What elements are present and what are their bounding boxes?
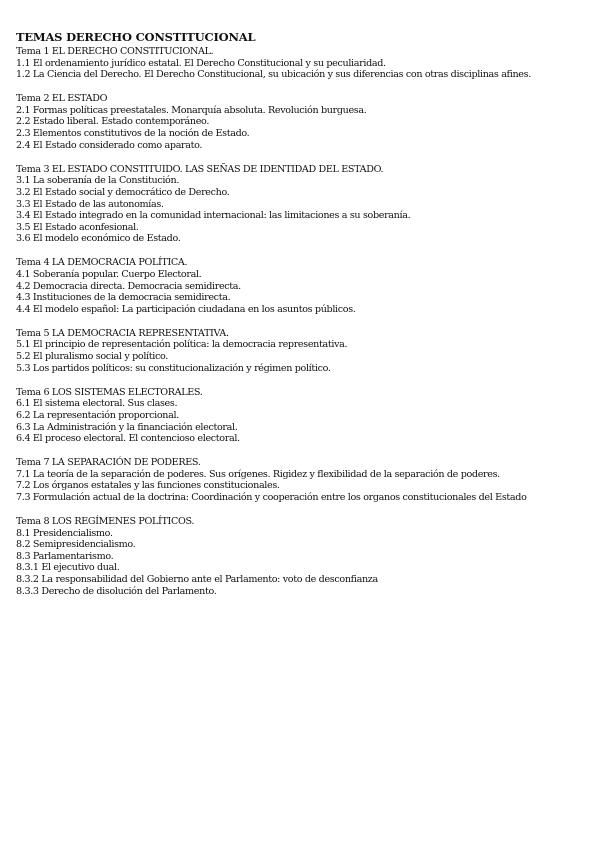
tema-item: 3.1 La soberanía de la Constitución. bbox=[16, 175, 180, 187]
tema-item: 4.3 Instituciones de la democracia semidirecta. bbox=[16, 292, 231, 304]
tema-item: 4.1 Soberanía popular. Cuerpo Electoral. bbox=[16, 269, 202, 280]
tema-4 bbox=[16, 257, 586, 315]
tema-6 bbox=[16, 387, 586, 445]
tema-8 bbox=[16, 516, 586, 597]
tema-item: 5.1 El principio de representación política: la democracia representativa. bbox=[16, 339, 348, 351]
tema-item: 6.3 La Administración y la financiación electoral. bbox=[16, 421, 238, 433]
tema-heading: Tema 7 LA SEPARACIÓN DE PODERES. bbox=[16, 457, 201, 469]
tema-heading: Tema 3 EL ESTADO CONSTITUIDO. LAS SEÑAS DE IDENTIDAD DEL ESTADO. bbox=[16, 163, 384, 175]
tema-7 bbox=[16, 457, 586, 503]
tema-item: 5.2 El pluralismo social y político. bbox=[16, 351, 168, 363]
tema-item: 2.4 El Estado considerado como aparato. bbox=[16, 139, 203, 151]
tema-item: 8.3 Parlamentarismo. bbox=[16, 550, 114, 562]
tema-heading: Tema 6 LOS SISTEMAS ELECTORALES. bbox=[16, 386, 203, 398]
tema-item: 4.2 Democracia directa. Democracia semidirecta. bbox=[16, 280, 241, 292]
tema-heading: Tema 5 LA DEMOCRACIA REPRESENTATIVA. bbox=[16, 327, 229, 339]
tema-item: 8.2 Semipresidencialismo. bbox=[16, 539, 136, 551]
tema-item: 5.3 Los partidos políticos: su constitucionalización y régimen político. bbox=[16, 362, 331, 374]
tema-item: 7.1 La teoría de la separación de poderes. Sus orígenes. Rigidez y flexibilidad de la separación de poderes. bbox=[16, 468, 500, 480]
tema-item: 1.2 La Ciencia del Derecho. El Derecho Constitucional, su ubicación y sus diferencias con otras disciplinas afines. bbox=[16, 69, 531, 81]
document-title: TEMAS DERECHO CONSTITUCIONAL bbox=[16, 30, 256, 44]
tema-heading: Tema 8 LOS REGÍMENES POLÍTICOS. bbox=[16, 516, 195, 528]
tema-item: 6.1 El sistema electoral. Sus clases. bbox=[16, 398, 178, 410]
tema-heading: Tema 1 EL DERECHO CONSTITUCIONAL. bbox=[16, 46, 214, 57]
tema-2 bbox=[16, 93, 586, 151]
tema-item: 7.2 Los órganos estatales y las funciones constitucionales. bbox=[16, 480, 280, 492]
tema-item: 2.3 Elementos constitutivos de la noción de Estado. bbox=[16, 128, 250, 140]
document-page bbox=[16, 30, 586, 610]
tema-3 bbox=[16, 164, 586, 245]
tema-item: 8.1 Presidencialismo. bbox=[16, 527, 113, 539]
temas-list bbox=[16, 46, 586, 597]
tema-item: 6.2 La representación proporcional. bbox=[16, 409, 179, 421]
tema-item: 3.2 El Estado social y democrático de Derecho. bbox=[16, 186, 230, 198]
tema-item: 3.5 El Estado aconfesional. bbox=[16, 221, 139, 233]
tema-item: 3.3 El Estado de las autonomías. bbox=[16, 198, 164, 210]
tema-item: 2.1 Formas políticas preestatales. Monarquía absoluta. Revolución burguesa. bbox=[16, 104, 367, 116]
tema-item: 4.4 El modelo español: La participación ciudadana en los asuntos públicos. bbox=[16, 303, 356, 315]
tema-item: 6.4 El proceso electoral. El contencioso electoral. bbox=[16, 433, 240, 445]
tema-item: 7.3 Formulación actual de la doctrina: Coordinación y cooperación entre los organos constitucionales del Estado bbox=[16, 492, 527, 503]
tema-item: 8.3.3 Derecho de disolución del Parlamento. bbox=[16, 585, 217, 597]
tema-heading: Tema 2 EL ESTADO bbox=[16, 93, 108, 105]
tema-1 bbox=[16, 46, 586, 81]
tema-item: 8.3.1 El ejecutivo dual. bbox=[16, 562, 120, 574]
tema-item: 2.2 Estado liberal. Estado contemporáneo. bbox=[16, 116, 210, 128]
tema-heading: Tema 4 LA DEMOCRACIA POLÍTICA. bbox=[16, 257, 188, 269]
tema-item: 3.6 El modelo económico de Estado. bbox=[16, 233, 181, 245]
tema-5 bbox=[16, 328, 586, 374]
tema-item: 1.1 El ordenamiento jurídico estatal. El Derecho Constitucional y su peculiaridad. bbox=[16, 57, 386, 69]
tema-item: 3.4 El Estado integrado en la comunidad internacional: las limitaciones a su soberanía. bbox=[16, 210, 411, 222]
tema-item: 8.3.2 La responsabilidad del Gobierno ante el Parlamento: voto de desconfianza bbox=[16, 574, 378, 586]
